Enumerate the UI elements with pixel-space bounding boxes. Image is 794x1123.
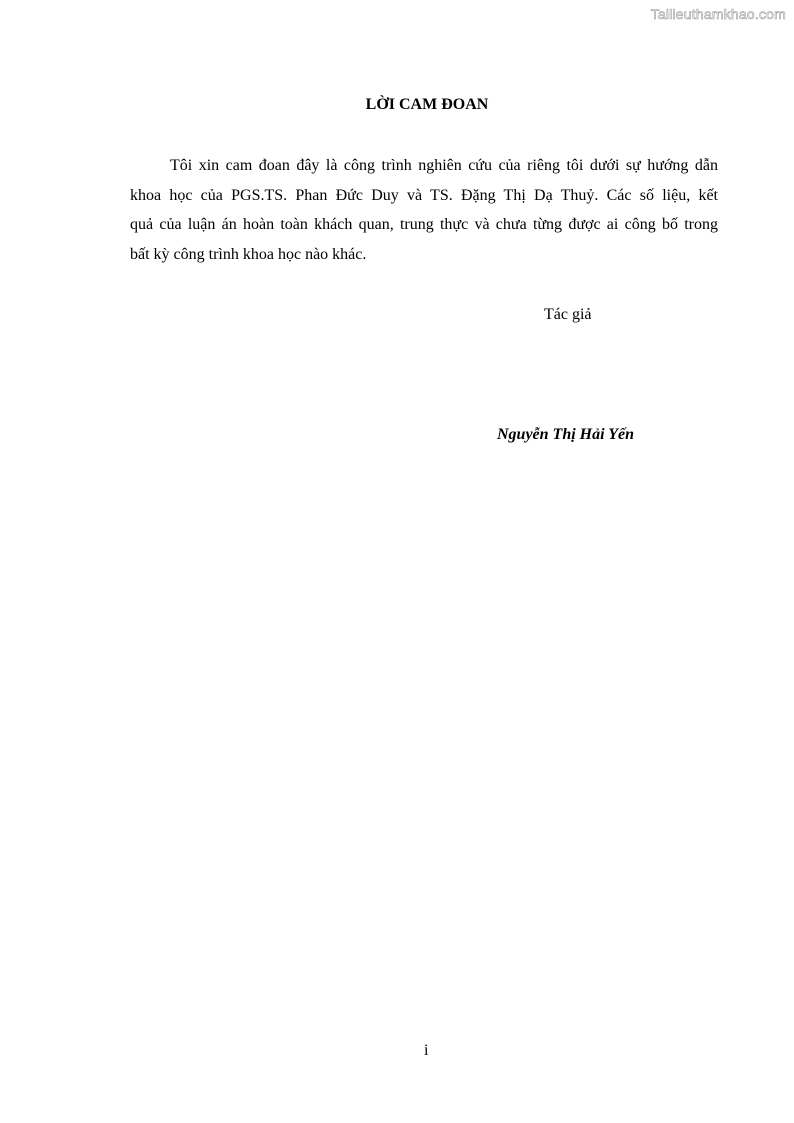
paragraph-line: khoa học của PGS.TS. Phan Đức Duy và TS. Đặng Thị Dạ Thuỷ. Các số liệu, kết [130, 186, 718, 204]
author-label: Tác giả [544, 306, 592, 323]
page-title: LỜI CAM ĐOAN [365, 96, 489, 113]
page-number: i [424, 1042, 429, 1059]
watermark: Tailieuthamkhao.com [650, 6, 786, 22]
paragraph-line: bất kỳ công trình khoa học nào khác. [130, 245, 367, 263]
declaration-paragraph [130, 156, 718, 274]
author-name: Nguyễn Thị Hải Yến [497, 426, 635, 443]
paragraph-line: quả của luận án hoàn toàn khách quan, trung thực và chưa từng được ai công bố trong [130, 216, 718, 233]
paragraph-line: Tôi xin cam đoan đây là công trình nghiên cứu của riêng tôi dưới sự hướng dẫn [170, 157, 718, 174]
